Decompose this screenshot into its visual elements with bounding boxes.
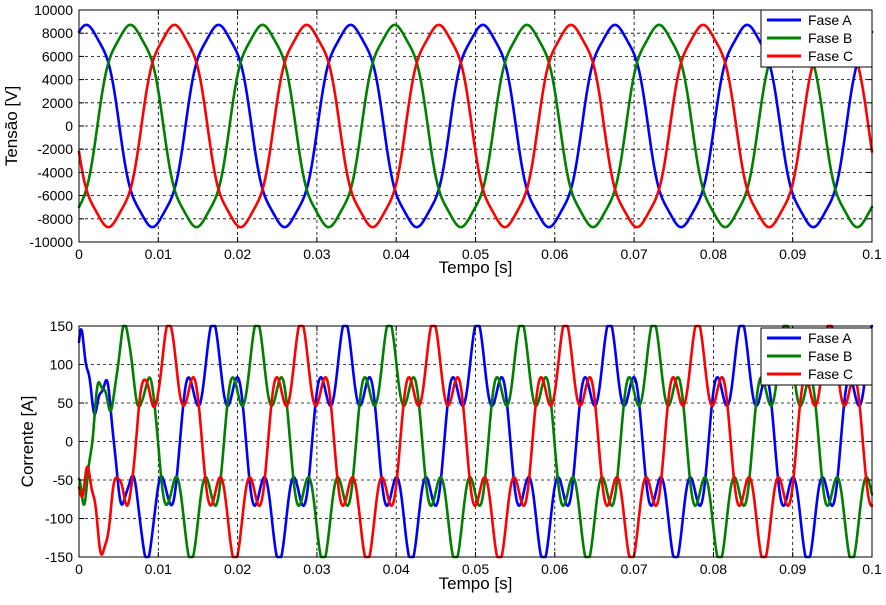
current-plot <box>18 318 882 593</box>
x-tick-label: 0.05 <box>461 561 490 577</box>
y-tick-label: -6000 <box>37 187 73 204</box>
x-tick-label: 0.07 <box>620 561 648 577</box>
x-tick-label: 0.02 <box>223 246 252 262</box>
y-tick-label: 4000 <box>41 71 73 88</box>
legend-label: Fase C <box>808 48 854 64</box>
y-tick-label: 10000 <box>34 2 73 18</box>
y-tick-label: 2000 <box>41 94 73 111</box>
y-tick-label: -100 <box>44 510 73 527</box>
x-tick-label: 0.09 <box>779 561 807 577</box>
legend-label: Fase C <box>808 366 854 382</box>
x-tick-label: 0.1 <box>862 561 882 577</box>
x-tick-label: 0 <box>75 246 83 262</box>
y-axis-title: Corrente [A] <box>18 395 37 488</box>
y-tick-label: 100 <box>49 356 73 373</box>
x-tick-label: 0.04 <box>382 246 410 262</box>
legend-label: Fase B <box>808 30 853 46</box>
x-axis-title: Tempo [s] <box>438 574 513 593</box>
x-axis-title: Tempo [s] <box>438 258 513 277</box>
y-tick-label: -4000 <box>37 164 73 181</box>
y-tick-label: -50 <box>52 472 73 488</box>
legend-label: Fase B <box>808 348 853 364</box>
y-tick-label: 0 <box>65 433 73 450</box>
y-tick-label: 0 <box>65 118 73 134</box>
y-tick-label: 50 <box>57 395 73 411</box>
x-tick-label: 0.03 <box>303 561 331 577</box>
voltage-plot <box>2 2 882 277</box>
x-tick-label: 0.04 <box>382 561 410 577</box>
x-tick-label: 0.01 <box>144 246 172 262</box>
x-tick-label: 0.09 <box>779 246 807 262</box>
legend <box>761 328 872 385</box>
x-tick-label: 0 <box>75 561 83 577</box>
legend-label: Fase A <box>808 12 852 28</box>
y-axis-title: Tensão [V] <box>2 85 21 167</box>
legend-label: Fase A <box>808 330 852 346</box>
y-tick-label: 8000 <box>41 25 73 42</box>
x-tick-label: 0.02 <box>223 561 252 577</box>
x-tick-label: 0.03 <box>303 246 331 262</box>
x-tick-label: 0.1 <box>862 246 882 262</box>
y-tick-label: -10000 <box>29 234 73 250</box>
legend <box>761 10 872 67</box>
x-tick-label: 0.08 <box>699 561 728 577</box>
x-tick-label: 0.05 <box>461 246 490 262</box>
x-tick-label: 0.07 <box>620 246 648 262</box>
x-tick-label: 0.08 <box>699 246 728 262</box>
y-tick-label: 6000 <box>41 48 73 65</box>
y-tick-label: -2000 <box>37 141 73 158</box>
y-tick-label: -8000 <box>37 210 73 227</box>
y-tick-label: 150 <box>49 318 73 334</box>
x-tick-label: 0.06 <box>541 246 569 262</box>
x-tick-label: 0.01 <box>144 561 172 577</box>
x-tick-label: 0.06 <box>541 561 569 577</box>
y-tick-label: -150 <box>44 549 73 565</box>
